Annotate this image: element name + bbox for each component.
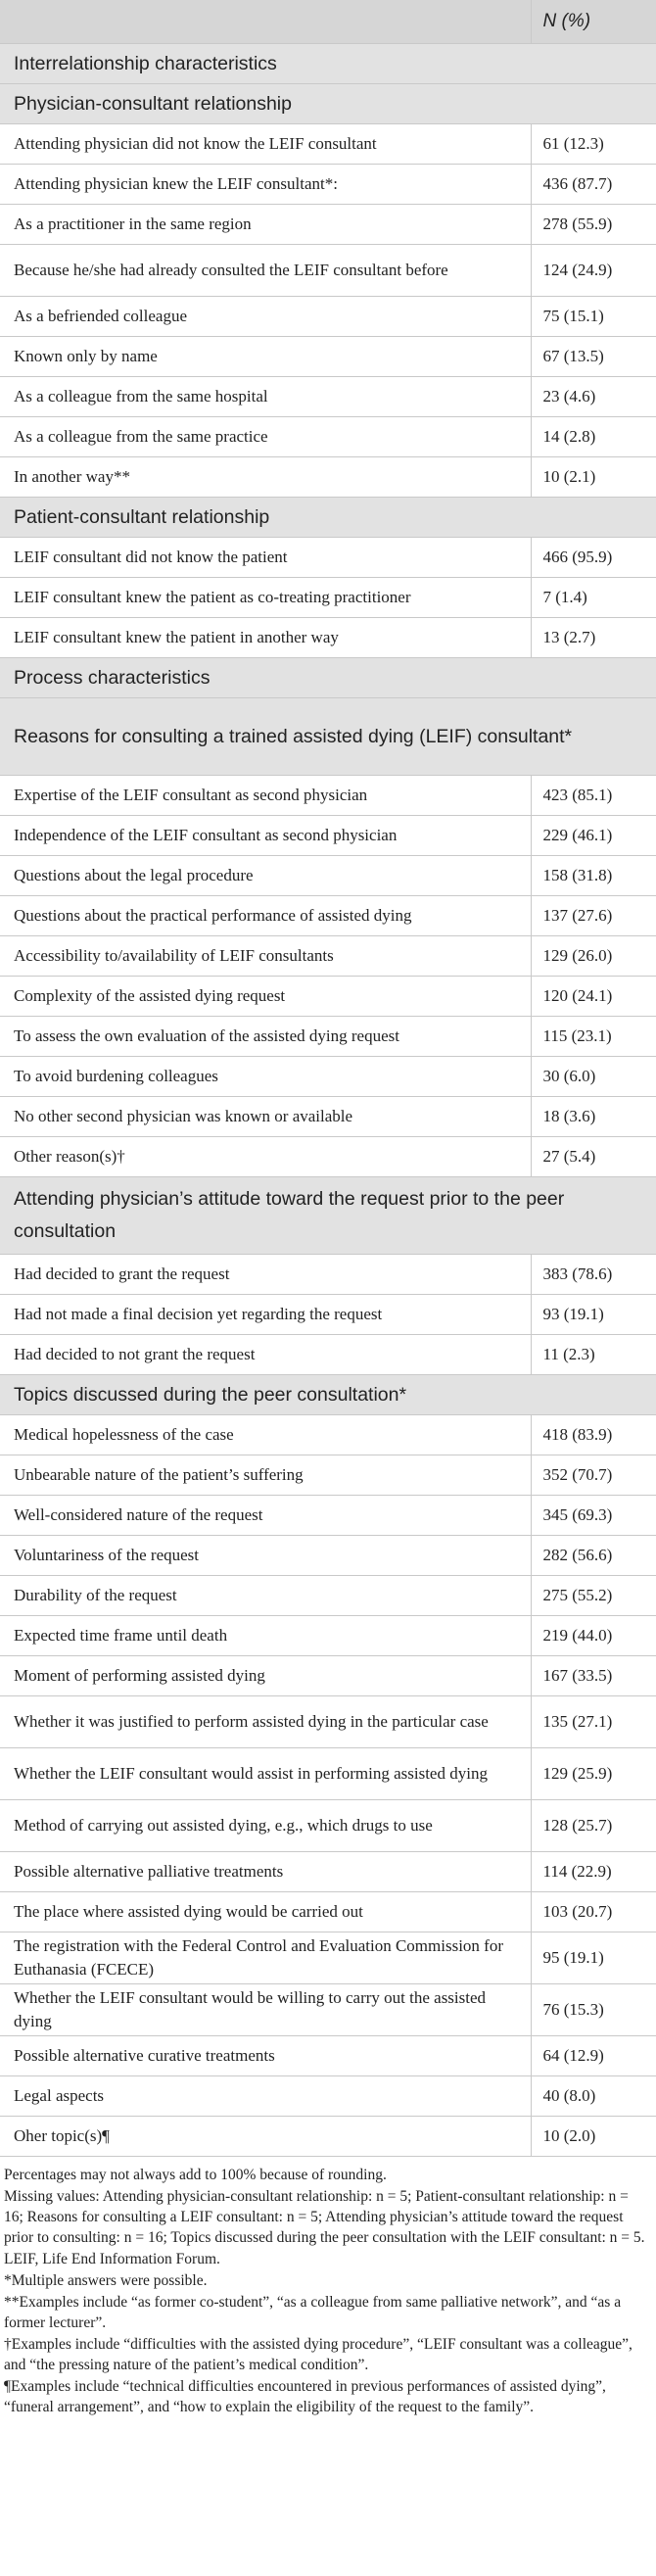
row-value: 128 (25.7) xyxy=(531,1800,656,1852)
section-header-row xyxy=(0,658,656,698)
row-label: Legal aspects xyxy=(0,2076,531,2117)
row-label: Questions about the legal procedure xyxy=(0,856,531,896)
row-label: Questions about the practical performance of assisted dying xyxy=(0,896,531,936)
row-label: Possible alternative palliative treatments xyxy=(0,1852,531,1892)
section-title: Attending physician’s attitude toward the request prior to the peer consultation xyxy=(0,1177,656,1255)
section-title: Topics discussed during the peer consultation* xyxy=(0,1375,656,1415)
row-value: 7 (1.4) xyxy=(531,578,656,618)
section-header-row xyxy=(0,698,656,776)
row-value: 120 (24.1) xyxy=(531,977,656,1017)
row-value: 30 (6.0) xyxy=(531,1057,656,1097)
table-row xyxy=(0,776,656,816)
note-pilcrow: ¶Examples include “technical difficulties encountered in previous performances of assisted dying”, “funeral arrangement”, and “how to explain the eligibility of the request to the family”. xyxy=(4,2378,606,2415)
table-row xyxy=(0,1295,656,1335)
row-value: 11 (2.3) xyxy=(531,1335,656,1375)
row-label: Accessibility to/availability of LEIF consultants xyxy=(0,936,531,977)
table-row xyxy=(0,856,656,896)
table-row xyxy=(0,538,656,578)
row-value: 275 (55.2) xyxy=(531,1576,656,1616)
row-label: LEIF consultant knew the patient as co-treating practitioner xyxy=(0,578,531,618)
row-label: Complexity of the assisted dying request xyxy=(0,977,531,1017)
row-label: LEIF consultant knew the patient in another way xyxy=(0,618,531,658)
row-value: 383 (78.6) xyxy=(531,1255,656,1295)
section-header-row xyxy=(0,84,656,124)
table-row xyxy=(0,205,656,245)
section-header-row xyxy=(0,498,656,538)
row-value: 418 (83.9) xyxy=(531,1415,656,1455)
table-row xyxy=(0,2036,656,2076)
note-double-asterisk: **Examples include “as former co-student”, “as a colleague from same palliative network”, and “as a former lecturer”. xyxy=(4,2294,622,2331)
table-row xyxy=(0,1536,656,1576)
table-row xyxy=(0,124,656,165)
table-row xyxy=(0,1017,656,1057)
row-label: Other reason(s)† xyxy=(0,1137,531,1177)
row-label: As a colleague from the same practice xyxy=(0,417,531,457)
note-missing: Missing values: Attending physician-consultant relationship: n = 5; Patient-consultant relationship: n = 16; Reasons for consulting a LEIF consultant: n = 5; Attending physician’s attitude toward the request prior to consulting: n = 16; Topics discussed during the peer consultation with the LEIF consultant: n = 5. xyxy=(4,2188,645,2246)
row-value: 135 (27.1) xyxy=(531,1696,656,1748)
row-value: 13 (2.7) xyxy=(531,618,656,658)
section-title: Reasons for consulting a trained assisted dying (LEIF) consultant* xyxy=(0,698,656,776)
row-label: Independence of the LEIF consultant as second physician xyxy=(0,816,531,856)
row-value: 67 (13.5) xyxy=(531,337,656,377)
row-value: 423 (85.1) xyxy=(531,776,656,816)
row-label: To avoid burdening colleagues xyxy=(0,1057,531,1097)
row-label: Durability of the request xyxy=(0,1576,531,1616)
row-value: 14 (2.8) xyxy=(531,417,656,457)
table-row xyxy=(0,1696,656,1748)
table-row xyxy=(0,1097,656,1137)
row-value: 158 (31.8) xyxy=(531,856,656,896)
table-row xyxy=(0,1335,656,1375)
row-label: Medical hopelessness of the case xyxy=(0,1415,531,1455)
table-row xyxy=(0,1576,656,1616)
section-header-row xyxy=(0,1177,656,1255)
table-row xyxy=(0,618,656,658)
row-label: In another way** xyxy=(0,457,531,498)
row-label: Had decided to grant the request xyxy=(0,1255,531,1295)
table-row xyxy=(0,1496,656,1536)
row-value: 466 (95.9) xyxy=(531,538,656,578)
row-label: Expected time frame until death xyxy=(0,1616,531,1656)
row-label: As a practitioner in the same region xyxy=(0,205,531,245)
section-header-row xyxy=(0,44,656,84)
table-row xyxy=(0,1984,656,2036)
table-row xyxy=(0,245,656,297)
row-value: 114 (22.9) xyxy=(531,1852,656,1892)
row-label: As a colleague from the same hospital xyxy=(0,377,531,417)
table-row xyxy=(0,377,656,417)
row-value: 115 (23.1) xyxy=(531,1017,656,1057)
table-row xyxy=(0,1255,656,1295)
row-value: 103 (20.7) xyxy=(531,1892,656,1932)
note-dagger: †Examples include “difficulties with the assisted dying procedure”, “LEIF consultant was a colleague”, and “the pressing nature of the patient’s medical condition”. xyxy=(4,2336,633,2373)
table-row xyxy=(0,896,656,936)
row-value: 129 (25.9) xyxy=(531,1748,656,1800)
row-value: 124 (24.9) xyxy=(531,245,656,297)
row-value: 167 (33.5) xyxy=(531,1656,656,1696)
row-value: 282 (56.6) xyxy=(531,1536,656,1576)
table-row xyxy=(0,1616,656,1656)
row-value: 23 (4.6) xyxy=(531,377,656,417)
row-label: Because he/she had already consulted the LEIF consultant before xyxy=(0,245,531,297)
table-row xyxy=(0,417,656,457)
table-row xyxy=(0,337,656,377)
section-title: Physician-consultant relationship xyxy=(0,84,656,124)
row-value: 345 (69.3) xyxy=(531,1496,656,1536)
row-label: LEIF consultant did not know the patient xyxy=(0,538,531,578)
table-row xyxy=(0,2117,656,2157)
row-value: 64 (12.9) xyxy=(531,2036,656,2076)
row-label: Method of carrying out assisted dying, e.g., which drugs to use xyxy=(0,1800,531,1852)
note-multiple-answers: *Multiple answers were possible. xyxy=(4,2272,208,2289)
row-label: Had not made a final decision yet regarding the request xyxy=(0,1295,531,1335)
row-value: 75 (15.1) xyxy=(531,297,656,337)
row-label: Attending physician knew the LEIF consultant*: xyxy=(0,165,531,205)
row-value: 129 (26.0) xyxy=(531,936,656,977)
section-header-row xyxy=(0,1375,656,1415)
row-value: 436 (87.7) xyxy=(531,165,656,205)
table-row xyxy=(0,1852,656,1892)
row-label: As a befriended colleague xyxy=(0,297,531,337)
row-label: To assess the own evaluation of the assisted dying request xyxy=(0,1017,531,1057)
row-value: 27 (5.4) xyxy=(531,1137,656,1177)
header-n-percent: N (%) xyxy=(531,0,656,44)
row-label: Unbearable nature of the patient’s suffering xyxy=(0,1455,531,1496)
note-rounding: Percentages may not always add to 100% because of rounding. xyxy=(4,2167,387,2183)
row-label: The place where assisted dying would be carried out xyxy=(0,1892,531,1932)
table-row xyxy=(0,936,656,977)
row-label: Had decided to not grant the request xyxy=(0,1335,531,1375)
table-row xyxy=(0,977,656,1017)
row-label: Whether the LEIF consultant would be willing to carry out the assisted dying xyxy=(0,1984,531,2036)
row-value: 278 (55.9) xyxy=(531,205,656,245)
row-label: Whether it was justified to perform assisted dying in the particular case xyxy=(0,1696,531,1748)
table-body xyxy=(0,44,656,2157)
section-title: Process characteristics xyxy=(0,658,656,698)
row-label: The registration with the Federal Control and Evaluation Commission for Euthanasia (FCECE) xyxy=(0,1932,531,1984)
row-value: 40 (8.0) xyxy=(531,2076,656,2117)
table-row xyxy=(0,816,656,856)
row-label: No other second physician was known or available xyxy=(0,1097,531,1137)
row-value: 61 (12.3) xyxy=(531,124,656,165)
row-label: Oher topic(s)¶ xyxy=(0,2117,531,2157)
row-value: 352 (70.7) xyxy=(531,1455,656,1496)
table-row xyxy=(0,165,656,205)
table-row xyxy=(0,1932,656,1984)
section-title: Patient-consultant relationship xyxy=(0,498,656,538)
row-label: Attending physician did not know the LEIF consultant xyxy=(0,124,531,165)
table-row xyxy=(0,1137,656,1177)
row-value: 95 (19.1) xyxy=(531,1932,656,1984)
header-label-cell xyxy=(0,0,531,44)
row-label: Known only by name xyxy=(0,337,531,377)
row-label: Possible alternative curative treatments xyxy=(0,2036,531,2076)
row-value: 93 (19.1) xyxy=(531,1295,656,1335)
table-row xyxy=(0,1800,656,1852)
row-value: 137 (27.6) xyxy=(531,896,656,936)
table-row xyxy=(0,297,656,337)
row-value: 229 (46.1) xyxy=(531,816,656,856)
table-row xyxy=(0,457,656,498)
section-title: Interrelationship characteristics xyxy=(0,44,656,84)
row-label: Moment of performing assisted dying xyxy=(0,1656,531,1696)
table-row xyxy=(0,1748,656,1800)
table-header-row xyxy=(0,0,656,44)
table-row xyxy=(0,1057,656,1097)
row-label: Expertise of the LEIF consultant as second physician xyxy=(0,776,531,816)
table-row xyxy=(0,578,656,618)
table-row xyxy=(0,1656,656,1696)
row-value: 219 (44.0) xyxy=(531,1616,656,1656)
table-row xyxy=(0,1415,656,1455)
row-label: Well-considered nature of the request xyxy=(0,1496,531,1536)
row-value: 10 (2.1) xyxy=(531,457,656,498)
row-label: Voluntariness of the request xyxy=(0,1536,531,1576)
row-label: Whether the LEIF consultant would assist in performing assisted dying xyxy=(0,1748,531,1800)
row-value: 10 (2.0) xyxy=(531,2117,656,2157)
table-row xyxy=(0,1455,656,1496)
row-value: 76 (15.3) xyxy=(531,1984,656,2036)
table-footnotes xyxy=(0,2157,656,2417)
table-row xyxy=(0,2076,656,2117)
note-abbreviation: LEIF, Life End Information Forum. xyxy=(4,2251,220,2267)
table-row xyxy=(0,1892,656,1932)
row-value: 18 (3.6) xyxy=(531,1097,656,1137)
